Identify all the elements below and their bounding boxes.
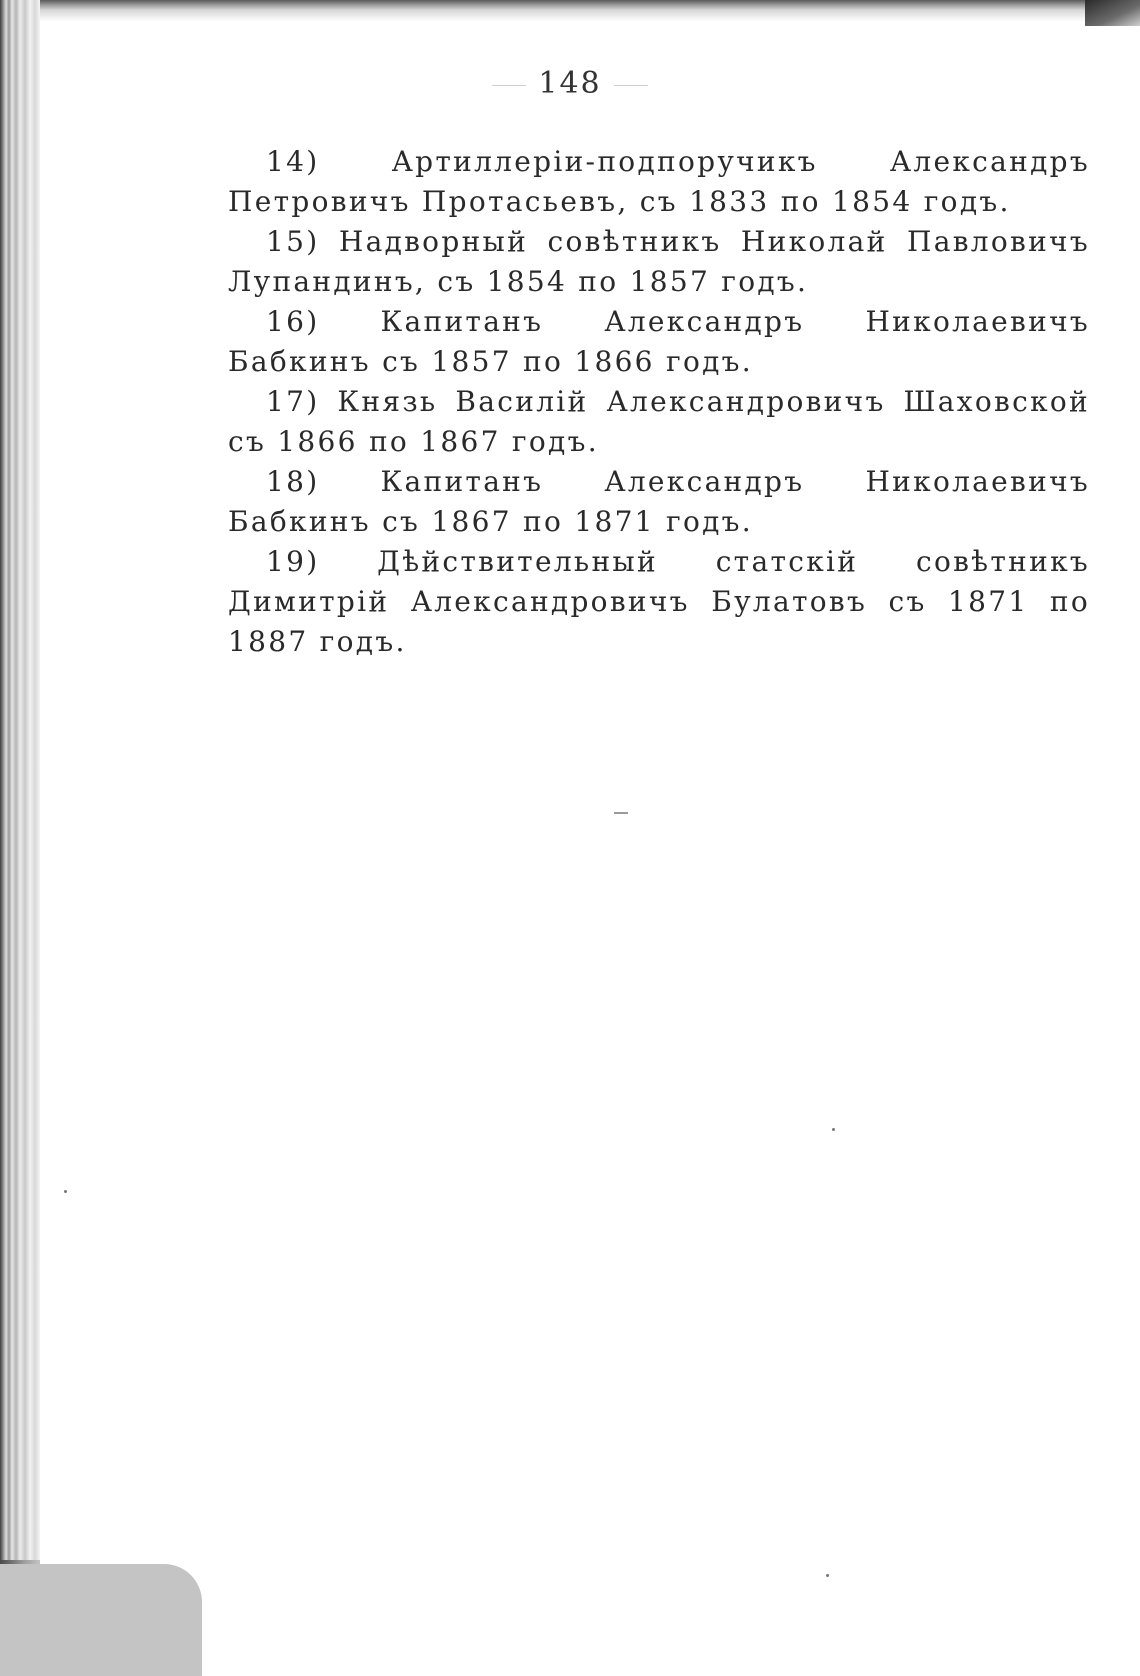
stray-ink-mark [614, 812, 628, 814]
page-top-edge [0, 0, 1140, 22]
list-item: 19) Дѣйствительный статскій совѣтникъ Димитрій Александровичъ Булатовъ съ 1871 по 1887 годъ. [228, 545, 1090, 658]
page-corner-shadow [1085, 0, 1140, 26]
entries-list [228, 142, 1090, 662]
stray-ink-dot [64, 1190, 67, 1193]
list-item: 16) Капитанъ Александръ Николаевичъ Бабкинъ съ 1857 по 1866 годъ. [228, 305, 1090, 378]
page-number-dash-left [492, 85, 526, 86]
list-item: 17) Князь Василій Александровичъ Шаховской съ 1866 по 1867 годъ. [228, 385, 1090, 458]
list-item: 15) Надворный совѣтникъ Николай Павловичъ Лупандинъ, съ 1854 по 1857 годъ. [228, 225, 1090, 298]
stray-ink-dot [832, 1128, 835, 1131]
list-item: 18) Капитанъ Александръ Николаевичъ Бабкинъ съ 1867 по 1871 годъ. [228, 465, 1090, 538]
book-binding-edges [0, 0, 40, 1676]
page-number [0, 66, 1140, 101]
corner-blotch [0, 1564, 202, 1676]
page-number-dash-right [614, 85, 648, 86]
list-item: 14) Артиллеріи-подпоручикъ Александръ Петровичъ Протасьевъ, съ 1833 по 1854 годъ. [228, 145, 1090, 218]
page-number-text: 148 [538, 66, 602, 101]
stray-ink-dot [826, 1574, 829, 1577]
